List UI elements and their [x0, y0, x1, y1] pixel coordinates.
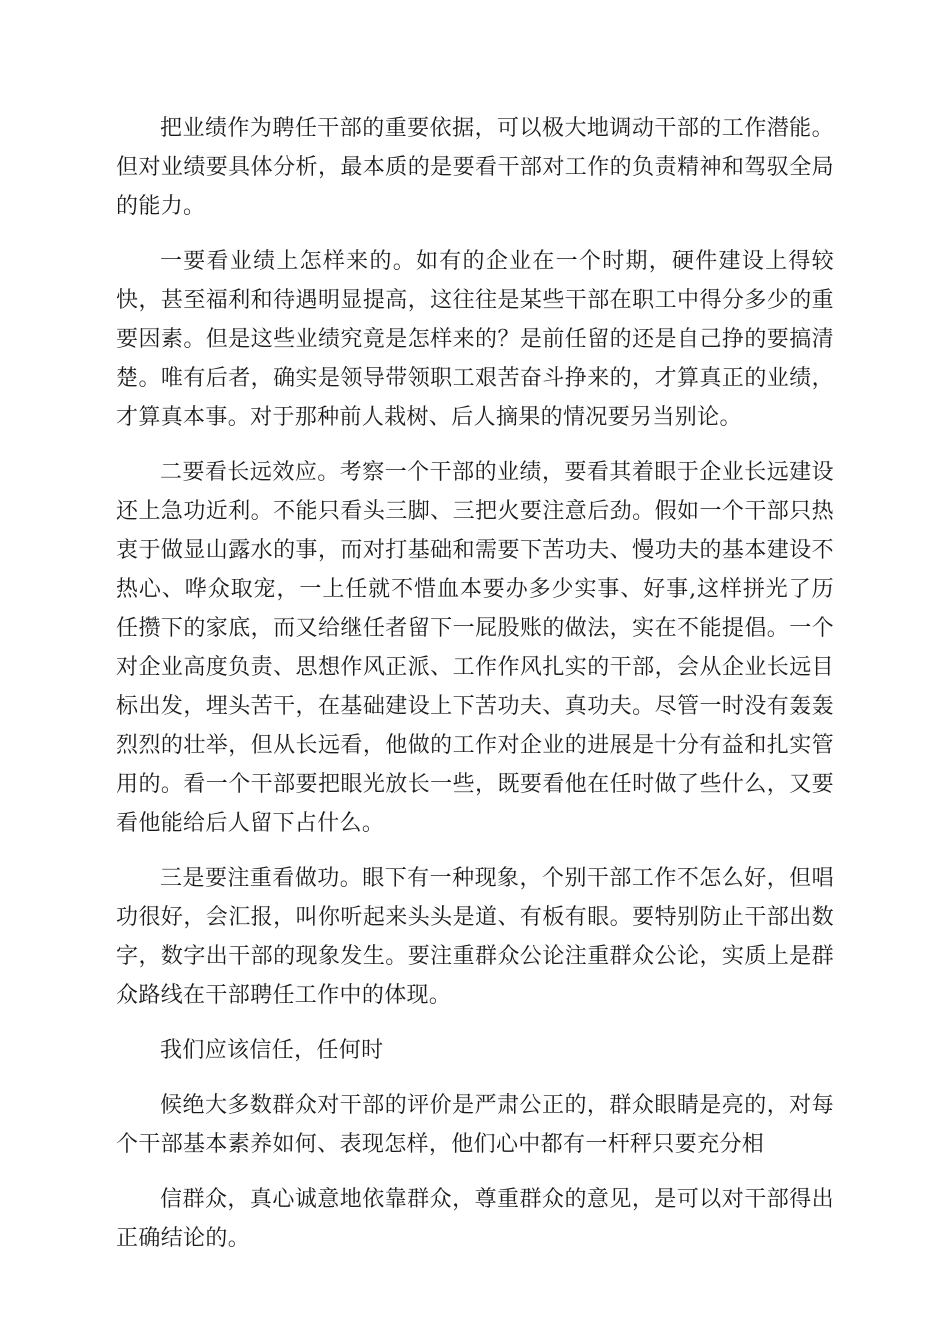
paragraph-1: 把业绩作为聘任干部的重要依据，可以极大地调动干部的工作潜能。但对业绩要具体分析，最本质的是要看干部对工作的负责精神和驾驭全局的能力。 — [116, 116, 834, 219]
paragraph-4: 三是要注重看做功。眼下有一种现象，个别干部工作不怎么好，但唱功很好，会汇报，叫你听起来头头是道、有板有眼。要特别防止干部出数字，数字出干部的现象发生。要注重群众公论注重群众公论，实质上是群众路线在干部聘任工作中的体现。 — [116, 866, 834, 1008]
document-body — [116, 109, 834, 1274]
paragraph-3: 二要看长远效应。考察一个干部的业绩，要看其着眼于企业长远建设还上急功近利。不能只看头三脚、三把火要注意后劲。假如一个干部只热衷于做显山露水的事，而对打基础和需要下苦功夫、慢功夫的基本建设不热心、哗众取宠，一上任就不惜血本要办多少实事、好事,这样拼光了历任攒下的家底，而又给继任者留下一屁股账的做法，实在不能提倡。一个对企业高度负责、思想作风正派、工作作风扎实的干部，会从企业长远目标出发，埋头苦干，在基础建设上下苦功夫、真功夫。尽管一时没有轰轰烈烈的壮举，但从长远看，他做的工作对企业的进展是十分有益和扎实管用的。看一个干部要把眼光放长一些，既要看他在任时做了些什么，又要看他能给后人留下占什么。 — [116, 460, 834, 836]
paragraph-2: 一要看业绩上怎样来的。如有的企业在一个时期，硬件建设上得较快，甚至福利和待遇明显提高，这往往是某些干部在职工中得分多少的重要因素。但是这些业绩究竟是怎样来的？是前任留的还是自己挣的要搞清楚。唯有后者，确实是领导带领职工艰苦奋斗挣来的，才算真正的业绩，才算真本事。对于那种前人栽树、后人摘果的情况要另当别论。 — [116, 249, 834, 430]
paragraph-7: 信群众，真心诚意地依靠群众，尊重群众的意见，是可以对干部得出正确结论的。 — [116, 1187, 834, 1251]
paragraph-5: 我们应该信任，任何时 — [160, 1038, 384, 1063]
paragraph-6: 候绝大多数群众对干部的评价是严肃公正的，群众眼睛是亮的，对每个干部基本素养如何、表现怎样，他们心中都有一杆秤只要充分相 — [116, 1093, 834, 1157]
